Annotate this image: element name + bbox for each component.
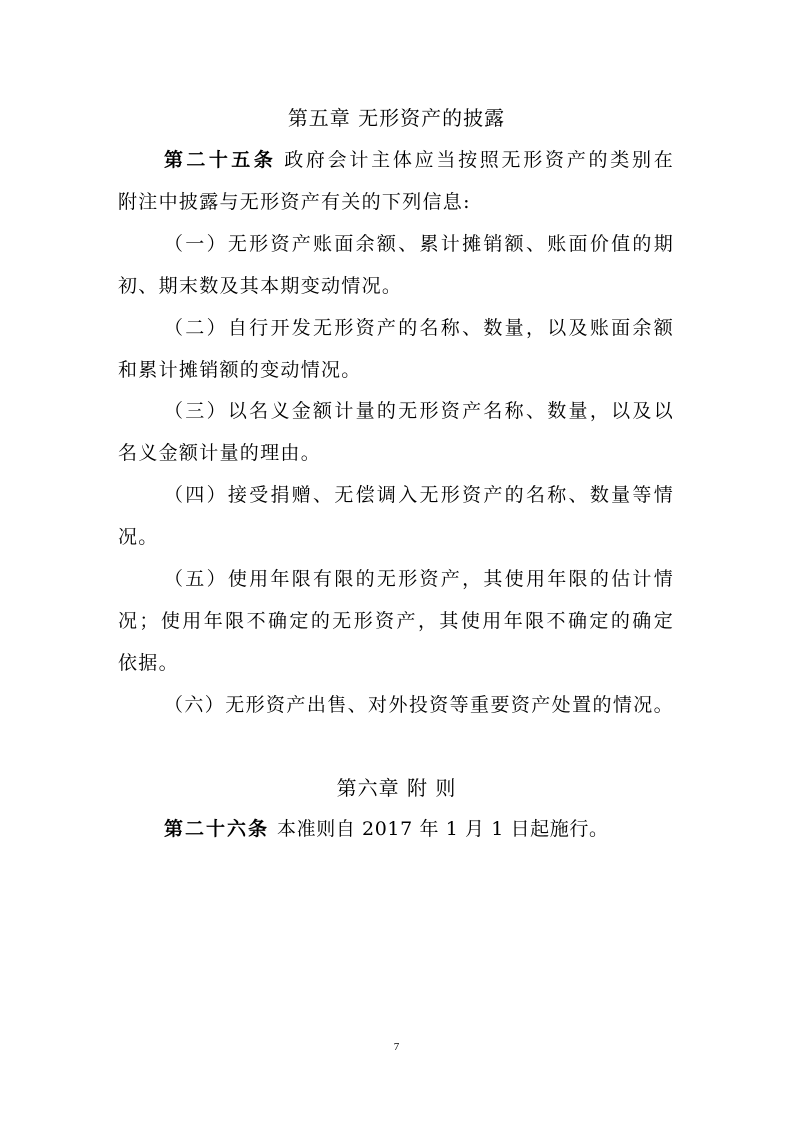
article-26-text: 本准则自 2017 年 1 月 1 日起施行。 (277, 818, 609, 840)
article-26-line (164, 816, 674, 842)
item-3-line-2: 名义金额计量的理由。 (118, 442, 322, 464)
item-5-line-3: 依据。 (118, 652, 179, 674)
item-1-line-2: 初、期末数及其本期变动情况。 (118, 275, 403, 297)
item-5-line-1: （五）使用年限有限的无形资产，其使用年限的估计情 (164, 568, 674, 590)
chapter-6-title: 第六章 附 则 (336, 776, 457, 800)
item-2-line-1: （二）自行开发无形资产的名称、数量，以及账面余额 (164, 317, 674, 339)
item-2-line-2: 和累计摊销额的变动情况。 (118, 359, 362, 381)
article-25-text-2: 附注中披露与无形资产有关的下列信息: (118, 191, 471, 213)
article-25-number: 第二十五条 (164, 149, 277, 171)
article-26-number: 第二十六条 (164, 818, 270, 840)
article-25-line-1 (164, 147, 674, 173)
article-25-text-1: 政府会计主体应当按照无形资产的类别在 (284, 149, 674, 171)
item-4-line-2: 况。 (118, 526, 159, 548)
item-1-line-1: （一）无形资产账面余额、累计摊销额、账面价值的期 (164, 233, 674, 255)
page-number: 7 (393, 1041, 400, 1053)
item-3-line-1: （三）以名义金额计量的无形资产名称、数量，以及以 (164, 400, 674, 422)
item-6-line-1: （六）无形资产出售、对外投资等重要资产处置的情况。 (164, 694, 674, 716)
item-5-line-2: 况；使用年限不确定的无形资产，其使用年限不确定的确定 (118, 610, 674, 632)
chapter-5-title: 第五章 无形资产的披露 (287, 106, 506, 130)
item-4-line-1: （四）接受捐赠、无偿调入无形资产的名称、数量等情 (164, 484, 674, 506)
